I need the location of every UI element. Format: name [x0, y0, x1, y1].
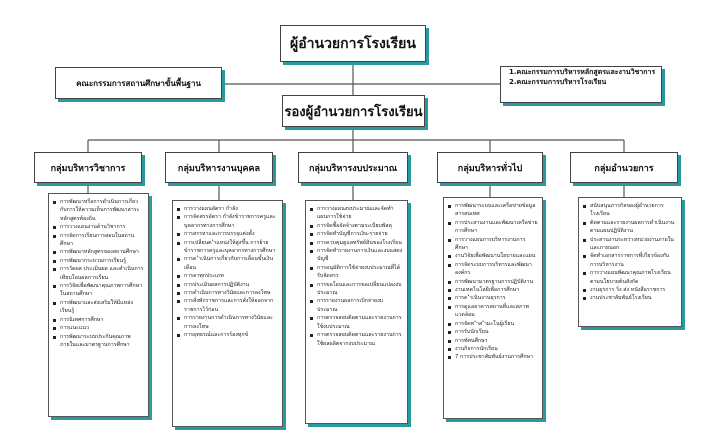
list-item: การจัดทำรายงานการเงินและงบแสดงบัญชี	[310, 247, 403, 264]
list-item: การวางแผนการบริหารงานการศึกษา	[448, 236, 538, 253]
list-item: การอนุมัติการใช้จ่ายงบประมาณที่ได้รับจัดสรร	[310, 264, 403, 281]
group-title: กลุ่มบริหารงบประมาณ	[308, 163, 398, 174]
task-list-administration	[578, 197, 682, 327]
task-list-academic	[48, 193, 149, 417]
list-item: การนิเทศการศึกษา	[53, 316, 144, 324]
group-title: กลุ่มอำนวยการ	[594, 163, 654, 174]
list-item: การเปลี่ยนต ำแหน่งให้สูงขึ้น การย้ายข้าราชการครูและบุคลากรทางการศึกษา	[177, 239, 278, 256]
list-item: ประสานงานระหว่างหน่วยงานภายในและภายนอก	[583, 236, 677, 253]
list-item: การด ำเนินการเกี่ยวกับการเลื่อนขั้นเงินเดือน	[177, 255, 278, 272]
committee-label: คณะกรรมการสถานศึกษาขั้นพื้นฐาน	[76, 78, 201, 88]
group-header-personnel	[165, 152, 273, 183]
list-item: การตรวจสอบติดตามและรายงานการใช้งบประมาณ	[310, 314, 403, 331]
list-item: การลาทุกประเภท	[177, 272, 278, 280]
list-item: การจัดระบบการบริหารและพัฒนาองค์กร	[448, 261, 538, 278]
list-item: การพัฒนากระบวนการเรียนรู้	[53, 257, 144, 265]
list-item: การวิจัยเพื่อพัฒนาคุณภาพการศึกษาในสถานศึกษา	[53, 282, 144, 299]
list-item: การจัดการเรียนการสอนในสถานศึกษา	[53, 232, 144, 249]
list-item: สนับสนุนภารกิจของผู้อำนวยการโรงเรียน	[583, 202, 677, 219]
list-item: การประเมินผลการปฏิบัติงาน	[177, 281, 278, 289]
list-item: งานประชาสัมพันธ์โรงเรียน	[583, 294, 677, 302]
list-item: การวัดผล ประเมินผล และดำเนินการเทียบโอนผลการเรียน	[53, 265, 144, 282]
list-item: การประสานงานและพัฒนาเครือข่ายการศึกษา	[448, 219, 538, 236]
task-list-personnel	[172, 200, 283, 427]
list-item: การจัดซื้อจัดจ้างตามระเบียบพัสดุ	[310, 222, 403, 230]
list-item: การพัฒนาหลักสูตรของสถานศึกษา	[53, 248, 144, 256]
committees-box	[500, 66, 662, 103]
list-item: การพัฒนาและส่งเสริมให้มีแหล่งเรียนรู้	[53, 299, 144, 316]
list-item: การวางแผนงานด้านวิชาการ	[53, 223, 144, 231]
director-title: ผู้อำนวยการโรงเรียน	[290, 35, 416, 52]
list-item: การดูแลอาคารสถานที่และสภาพแวดล้อม	[448, 303, 538, 320]
list-item: งานเทคโนโลยีเพื่อการศึกษา	[448, 286, 538, 294]
list-item: การขอโอนและการขอเปลี่ยนแปลงงบประมาณ	[310, 281, 403, 298]
list-item: การพัฒนาระบบและเครือข่ายข้อมูลสารสนเทศ	[448, 202, 538, 219]
deputy-director-box	[282, 95, 425, 127]
list-item: การสรรหาและการบรรจุแต่งตั้ง	[177, 230, 278, 238]
committee-line-1: 1.คณะกรรมการบริหารหลักสูตรและงานวิชาการ	[509, 68, 656, 76]
list-item: การวางแผนงบประมาณและจัดทำแผนการใช้จ่าย	[310, 205, 403, 222]
list-item: การพัฒนามาตรฐานการปฏิบัติงาน	[448, 278, 538, 286]
committee-line-2: 2.คณะกรรมการบริหารโรงเรียน	[509, 78, 607, 86]
list-item: การจัดท ำส ำมะโนผู้เรียน	[448, 320, 538, 328]
list-item: การอุทธรณ์และการร้องทุกข์	[177, 331, 278, 339]
list-item: การควบคุมดูแลทรัพย์สินของโรงเรียน	[310, 239, 403, 247]
list-item: การวางแผนอัตรา กำลัง	[177, 205, 278, 213]
list-item: การจัดสรรอัตรา กำลังข้าราชการครูและบุคลากรทางการศึกษา	[177, 213, 278, 230]
group-header-academic	[34, 152, 142, 183]
list-item: การพัฒนาระบบประกันคุณภาพภายในและมาตรฐานการศึกษา	[53, 333, 144, 350]
list-item: การทัศนศึกษา	[448, 337, 538, 345]
list-item: การด ำเนินงานธุรการ	[448, 294, 538, 302]
group-title: กลุ่มบริหารทั่วไป	[457, 163, 523, 174]
list-item: การแนะแนว	[53, 324, 144, 332]
task-list-general	[443, 197, 543, 419]
list-item: การตรวจสอบติดตามและรายงานการใช้ผลผลิตจากงบประมาณ	[310, 331, 403, 348]
list-item: การรับนักเรียน	[448, 328, 538, 336]
group-header-administration	[570, 152, 678, 183]
group-header-general	[437, 152, 543, 183]
list-item: การพัฒนาหรือการดำเนินการเกี่ยวกับการให้ความเห็นการพัฒนาสาระหลักสูตรท้องถิ่น	[53, 198, 144, 223]
director-box	[280, 25, 426, 62]
group-title: กลุ่มบริหารงานบุคคล	[177, 163, 261, 174]
task-list-budget	[305, 200, 408, 424]
list-item: งานธุรการ วิ่ง ส่ง หนังสือราชการ	[583, 286, 677, 294]
group-title: กลุ่มบริหารวิชาการ	[50, 163, 126, 174]
basic-education-committee-box	[55, 67, 222, 99]
list-item: การสั่งพักราชการและการสั่งให้ออกจากราชการไว้ก่อน	[177, 297, 278, 314]
deputy-title: รองผู้อำนวยการโรงเรียน	[284, 104, 423, 120]
list-item: งานวิจัยเพื่อพัฒนานโยบายและแผน	[448, 252, 538, 260]
list-item: การจัดทำบัญชีการเงิน-รายจ่าย	[310, 230, 403, 238]
list-item: ติดตามและรายงานผลการดำเนินงานตามแผนปฏิบัติงาน	[583, 219, 677, 236]
list-item: 7 การประชาสัมพันธ์งานการศึกษา	[448, 353, 538, 361]
list-item: จัดทำเอกสารราชการที่เกี่ยวข้องกับการบริหารงาน	[583, 252, 677, 269]
list-item: งานกิจการนักเรียน	[448, 345, 538, 353]
group-header-budget	[298, 152, 408, 183]
list-item: การรายงานผลการเบิกจ่ายงบประมาณ	[310, 297, 403, 314]
list-item: การดำเนินการทางวินัยและการลงโทษ	[177, 289, 278, 297]
list-item: การรายงานการดำเนินการทางวินัยและการลงโทษ	[177, 314, 278, 331]
list-item: การวางแผนพัฒนาคุณภาพโรงเรียนตามนโยบายต้นสังกัด	[583, 269, 677, 286]
